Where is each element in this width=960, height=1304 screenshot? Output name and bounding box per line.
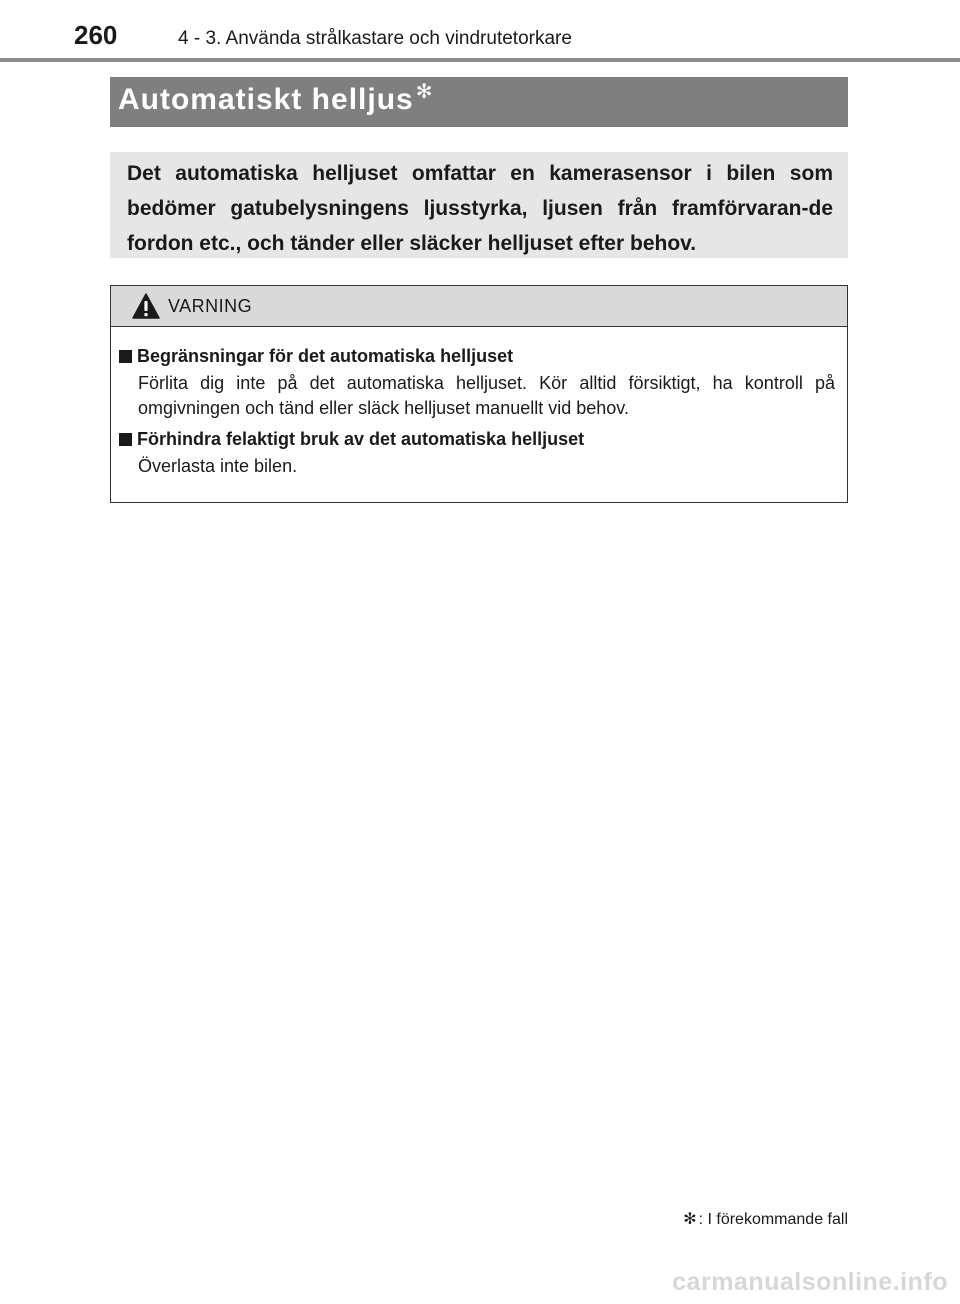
page-number: 260: [74, 20, 118, 50]
warning-label: VARNING: [168, 296, 253, 316]
chapter-title: 4 - 3. Använda strålkastare och vindrutetorkare: [178, 28, 572, 49]
warning-triangle-icon: [132, 293, 160, 319]
intro-summary-box: [110, 152, 848, 258]
warning-box: [110, 285, 848, 503]
square-bullet-icon: [119, 433, 132, 446]
section-title-text: Automatiskt helljus: [118, 83, 414, 116]
intro-text: Det automatiska helljuset omfattar en kamerasensor i bilen som bedömer gatubelysningens ljusstyrka, ljusen från framförvaran-de fordon etc., och tänder eller släcker helljuset efter behov.: [127, 162, 833, 255]
warning-item-body: Förlita dig inte på det automatiska helljuset. Kör alltid försiktigt, ha kontroll på omgivningen och tänd eller släck helljuset manuellt vid behov.: [138, 373, 835, 418]
footnote: [683, 1209, 848, 1229]
warning-item-heading-text: Förhindra felaktigt bruk av det automatiska helljuset: [137, 429, 585, 449]
warning-item: [119, 344, 835, 421]
warning-item-heading-text: Begränsningar för det automatiska helljuset: [137, 346, 514, 366]
warning-item-heading: [119, 427, 835, 451]
warning-item: [119, 427, 835, 479]
section-title: [118, 83, 433, 117]
warning-item-body: Överlasta inte bilen.: [138, 456, 298, 476]
watermark: carmanualsonline.info: [672, 1268, 948, 1296]
page-header: [0, 0, 960, 62]
warning-item-heading: [119, 344, 835, 368]
warning-header: [111, 286, 847, 327]
section-title-bar: [110, 77, 848, 127]
square-bullet-icon: [119, 350, 132, 363]
header-divider: [0, 58, 960, 62]
footnote-asterisk-icon: ✻: [415, 81, 434, 103]
footnote-asterisk-icon: ✻: [683, 1211, 697, 1228]
footnote-text: : I förekommande fall: [698, 1211, 848, 1228]
